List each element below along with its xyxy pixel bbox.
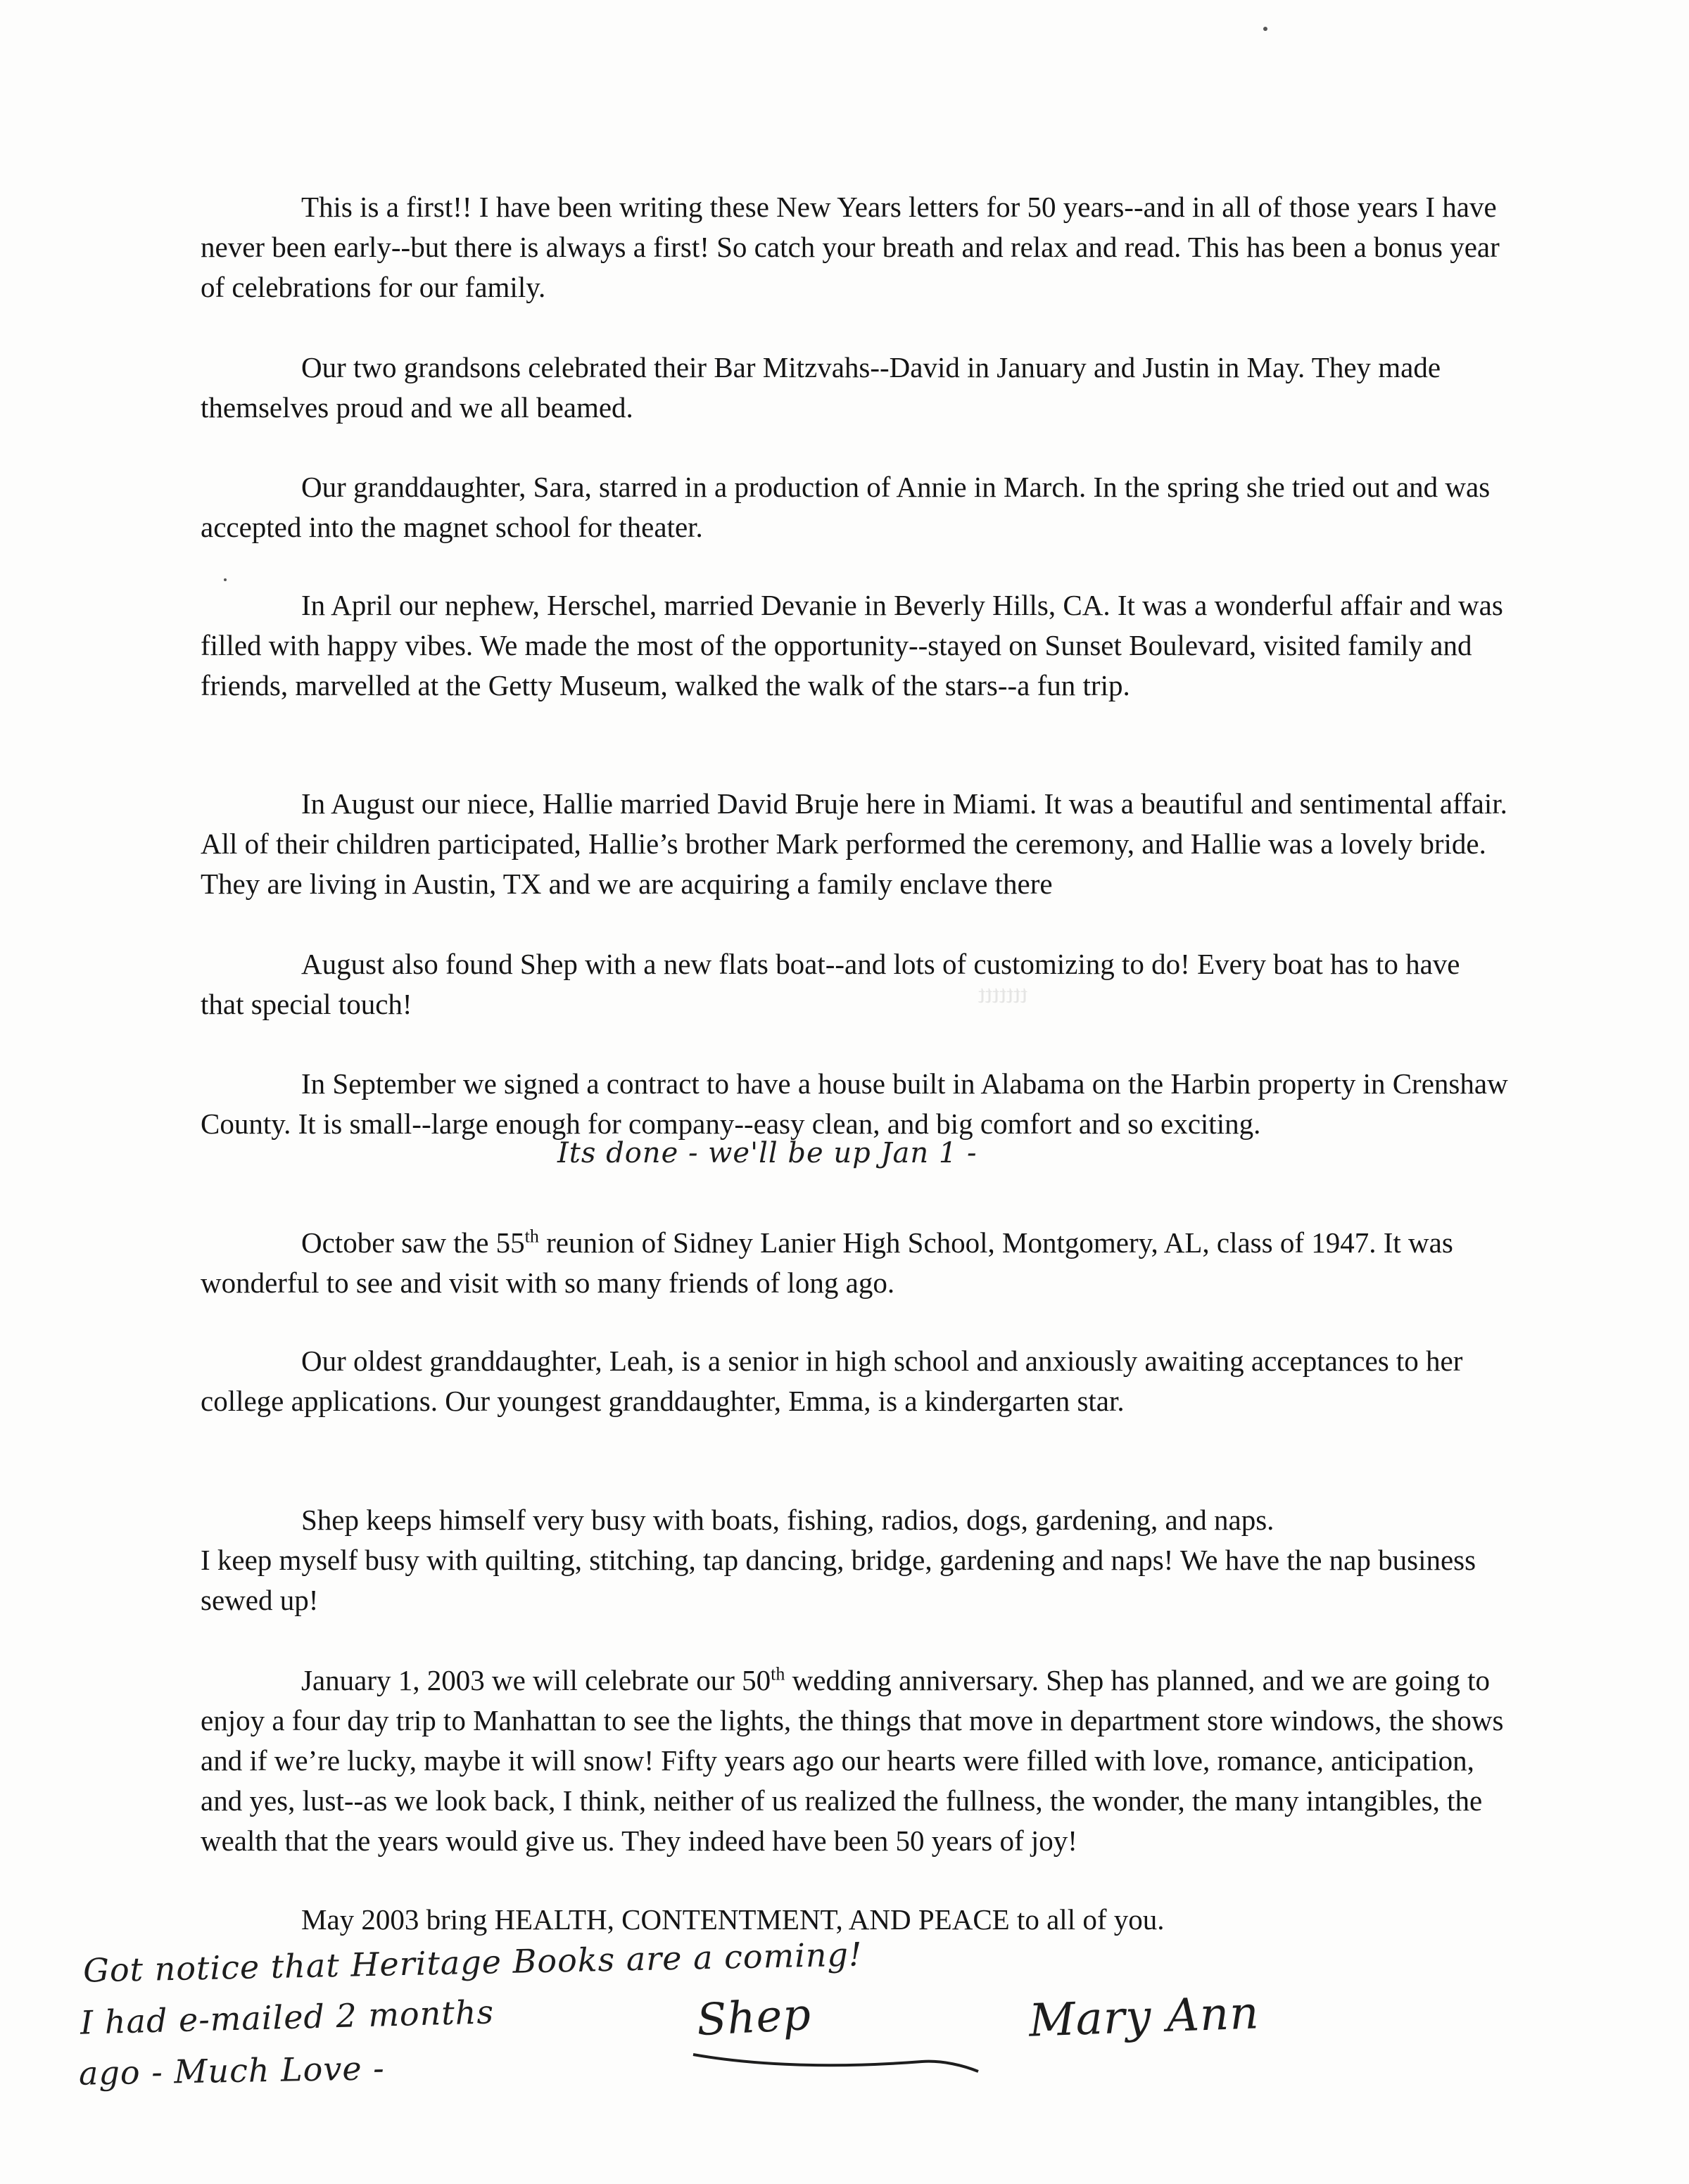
signature-shep: Shep	[695, 1988, 813, 2046]
paper-speck	[224, 578, 227, 581]
reunion-text-end: reunion of Sidney Lanier High School, Montgomery, AL, class of 1947. It was wonderful to see and visit with so many friends of long ago.	[201, 1226, 1453, 1299]
paragraph-anniversary	[201, 1661, 1510, 1861]
paragraph-sara-annie: Our granddaughter, Sara, starred in a production of Annie in March. In the spring she tried out and was accepted into the magnet school for theater.	[201, 471, 1491, 543]
anniversary-text-start: January 1, 2003 we will celebrate our 50	[301, 1664, 771, 1696]
paragraph-grandchildren: Our oldest granddaughter, Leah, is a senior in high school and anxiously awaiting acceptances to her college applications. Our youngest granddaughter, Emma, is a kindergarten star.	[201, 1345, 1463, 1417]
signature-shep-underline	[690, 2026, 985, 2083]
paragraph-intro: This is a first!! I have been writing these New Years letters for 50 years--and in all of those years I have never been early--but there is always a first! So catch your breath and relax and read. This has been a bonus year of celebrations for our family.	[201, 191, 1500, 303]
paragraph-april-wedding: In April our nephew, Herschel, married Devanie in Beverly Hills, CA. It was a wonderful affair and was filled with happy vibes. We made the most of the opportunity--stayed on Sunset Boulevard, visited family and friends, marvelled at the Getty Museum, walked the walk of the stars--a fun trip.	[201, 589, 1503, 701]
reunion-text-start: October saw the 55	[301, 1226, 525, 1259]
paragraph-shep-hobbies: Shep keeps himself very busy with boats, fishing, radios, dogs, gardening, and naps.	[301, 1504, 1274, 1536]
reunion-superscript: th	[524, 1226, 539, 1247]
handwritten-note-house-done: Its done - we'll be up Jan 1 -	[557, 1137, 978, 1169]
paragraph-mary-hobbies: I keep myself busy with quilting, stitching, tap dancing, bridge, gardening and naps! We have the nap business sewed up!	[201, 1544, 1476, 1616]
handwritten-postscript-line3: ago - Much Love -	[78, 2049, 386, 2093]
anniversary-text-end: wedding anniversary. Shep has planned, and we are going to enjoy a four day trip to Manhattan to see the lights, the things that move in department store windows, the shows and if we’re lucky, maybe it will snow! Fifty years ago our hearts were filled with love, romance, anticipation, and yes, lust--as we look back, I think, neither of us realized the fullness, the wonder, the many intangibles, the wealth that the years would give us. They indeed have been 50 years of joy!	[201, 1664, 1504, 1857]
anniversary-superscript: th	[771, 1663, 785, 1684]
paragraph-closing-wish: May 2003 bring HEALTH, CONTENTMENT, AND PEACE to all of you.	[301, 1903, 1165, 1936]
paragraph-flats-boat: August also found Shep with a new flats boat--and lots of customizing to do! Every boat has to have that special touch!	[201, 948, 1460, 1020]
paper-speck	[1263, 27, 1267, 31]
signature-mary-ann: Mary Ann	[1027, 1987, 1260, 2048]
show-through-artifact: ttttttt	[978, 980, 1028, 1008]
paragraph-alabama-house: In September we signed a contract to have a house built in Alabama on the Harbin property in Crenshaw County. It is small--large enough for company--easy clean, and big comfort and so exciting.	[201, 1067, 1508, 1140]
paragraph-bar-mitzvahs: Our two grandsons celebrated their Bar Mitzvahs--David in January and Justin in May. They made themselves proud and we all beamed.	[201, 351, 1441, 424]
handwritten-postscript-line2: I had e-mailed 2 months	[80, 1993, 495, 2042]
paragraph-august-wedding: In August our niece, Hallie married David Bruje here in Miami. It was a beautiful and sentimental affair. All of their children participated, Hallie’s brother Mark performed the ceremony, and Hallie was a lovely bride. They are living in Austin, TX and we are acquiring a family enclave there	[201, 787, 1507, 900]
paragraph-reunion	[201, 1223, 1510, 1303]
handwritten-postscript-line1: Got notice that Heritage Books are a coming!	[82, 1935, 863, 1990]
